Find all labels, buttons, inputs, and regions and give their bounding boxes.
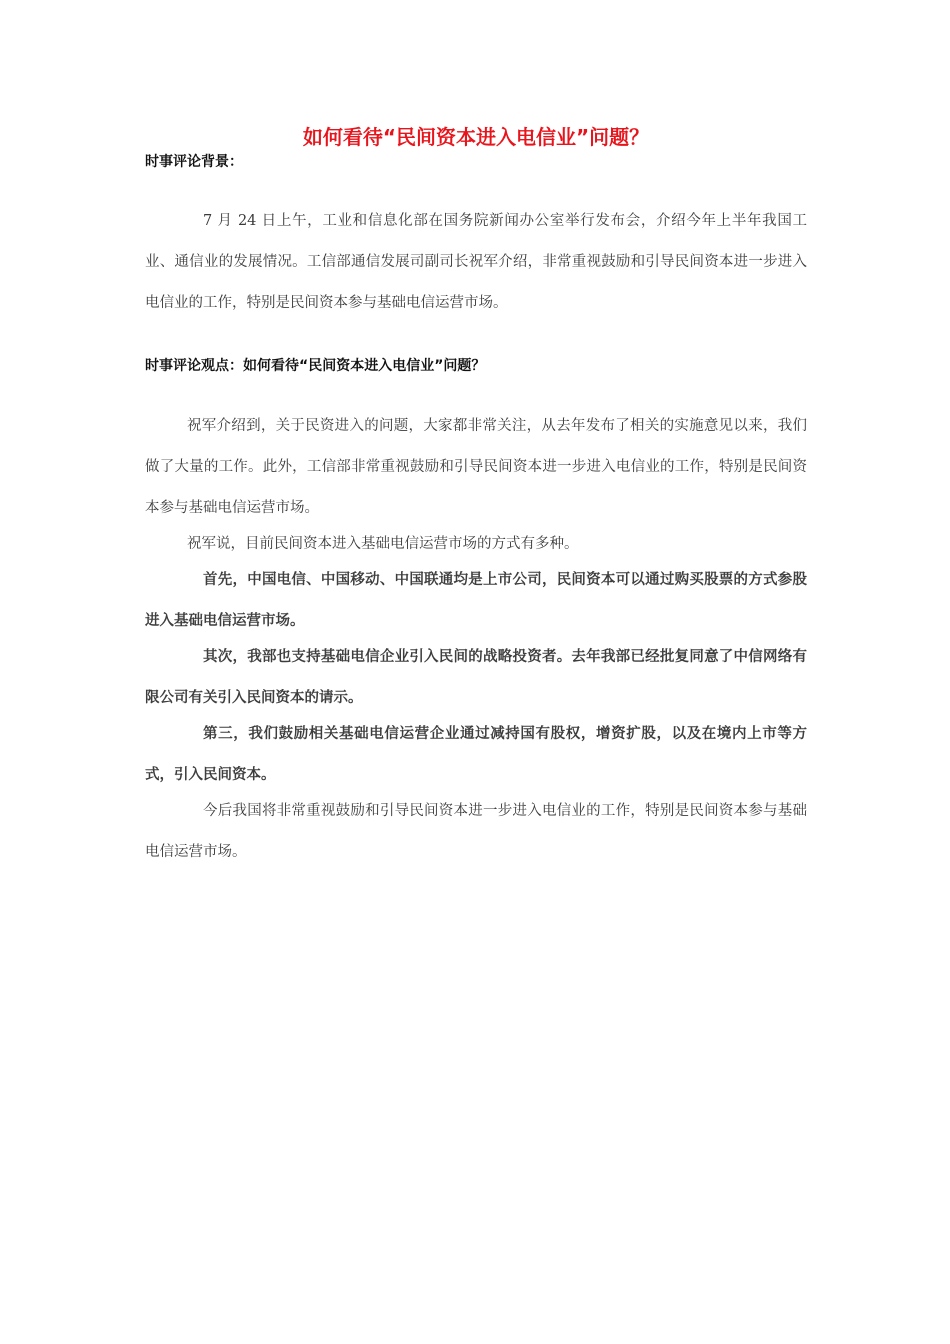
body-paragraph: 祝军介绍到，关于民资进入的问题，大家都非常关注，从去年发布了相关的实施意见以来，我们做了大量的工作。此外，工信部非常重视鼓励和引导民间资本进一步进入电信业的工作，特别是民间资本参与基础电信运营市场。 <box>145 418 807 516</box>
body-paragraph-bold: 第三，我们鼓励相关基础电信运营企业通过减持国有股权，增资扩股，以及在境内上市等方式，引入民间资本。 <box>145 726 807 783</box>
body-paragraph-bold: 首先，中国电信、中国移动、中国联通均是上市公司，民间资本可以通过购买股票的方式参股进入基础电信运营市场。 <box>145 572 807 629</box>
page-title: 如何看待“民间资本进入电信业”问题？ <box>302 125 650 149</box>
body-paragraph: 今后我国将非常重视鼓励和引导民间资本进一步进入电信业的工作，特别是民间资本参与基础电信运营市场。 <box>145 803 807 860</box>
body-paragraph-bold: 其次，我部也支持基础电信企业引入民间的战略投资者。去年我部已经批复同意了中信网络有限公司有关引入民间资本的请示。 <box>145 649 807 706</box>
background-heading: 时事评论背景： <box>145 154 243 170</box>
viewpoint-heading: 时事评论观点：如何看待“民间资本进入电信业”问题？ <box>145 358 486 374</box>
background-paragraph: 7 月 24 日上午，工业和信息化部在国务院新闻办公室举行发布会，介绍今年上半年我国工业、通信业的发展情况。工信部通信发展司副司长祝军介绍，非常重视鼓励和引导民间资本进一步进入电信业的工作，特别是民间资本参与基础电信运营市场。 <box>145 213 807 311</box>
body-paragraph: 祝军说，目前民间资本进入基础电信运营市场的方式有多种。 <box>187 536 579 552</box>
